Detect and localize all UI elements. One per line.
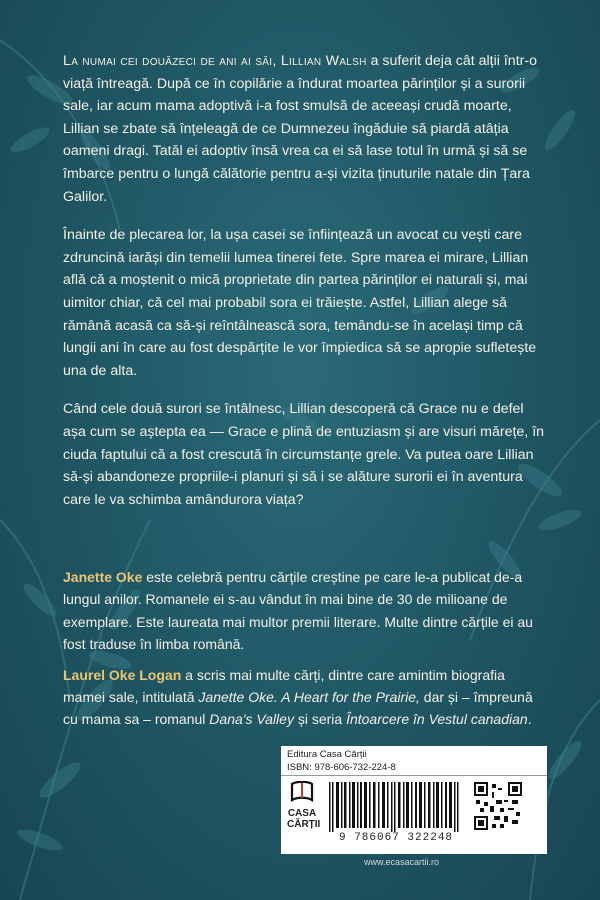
qr-code-icon (474, 782, 522, 830)
author-name-2: Laurel Oke Logan (63, 666, 182, 683)
blurb-section (63, 50, 549, 527)
barcode-icon (325, 782, 467, 832)
divider (281, 775, 547, 776)
publisher-name: Editura Casa Cărții (287, 749, 367, 760)
blurb-paragraph-1-text: a suferit deja cât alții într-o viață întreagă. După ce în copilărie a îndurat moartea părinților și a surorii sale, iar acum mama adoptivă i-a fost smulsă de aceeași crudă moarte, Lillian se zbate să înțeleagă de ce Dumnezeu îngăduie să piardă atâția oameni dragi. Tatăl ei adoptiv însă vrea ca ei să lase totul în urmă și să se îmbarce pentru o lungă călătorie pentru a-și vizita ținuturile natale din Țara Galilor. (63, 53, 537, 205)
publisher-website: www.ecasacartii.ro (364, 857, 440, 867)
author-bio-2 (63, 664, 549, 731)
book-title-danas-valley: Dana's Valley (209, 711, 294, 728)
author-bios (63, 566, 549, 739)
author-bio-2-text-b: dar și – împreună cu mama sa – romanul (63, 689, 533, 728)
logo-text-cartii: CĂRȚII (287, 819, 321, 830)
author-bio-1-text: este celebră pentru cărțile creștine pe care le-a publicat de-a lungul anilor. Romanele ei s-au vândut în mai bine de 30 de milioane de exemplare. Este laureata mai multor premii literare. Multe dintre cărțile ei au fost traduse în limba română. (63, 569, 533, 653)
logo-text-casa: CASA (287, 808, 317, 819)
author-bio-2-text-c: și seria (293, 711, 347, 728)
imprint-box (281, 746, 547, 854)
author-name-1: Janette Oke (63, 569, 143, 585)
blurb-paragraph-1 (63, 50, 549, 208)
author-bio-2-text-d: . (527, 711, 532, 728)
author-bio-1 (63, 566, 549, 656)
publisher-logo (287, 781, 321, 847)
series-title: Întoarcere în Vestul canadian (346, 711, 528, 728)
barcode-number: 9 786067 322248 (339, 832, 454, 844)
blurb-lead-in: La numai cei douăzeci de ani ai săi, Lillian Walsh (63, 53, 367, 69)
logo-mark-icon (289, 781, 315, 803)
author-bio-2-text-a: a scris mai multe cărți, dintre care amintim biografia mamei sale, intitulată (63, 666, 505, 706)
blurb-paragraph-2: Înainte de plecarea lor, la ușa casei se înființează un avocat cu vești care zdruncină iarăși din temelii lumea tinerei fete. Spre marea ei mirare, Lillian află că a moștenit o mică proprietate din partea părinților ei naturali și, mai uimitor chiar, că cel mai probabil sora ei trăiește. Astfel, Lillian alege să rămână acasă ca să-și reîntâlnească sora, temându-se în același timp că lungii ani în care au fost despărțite le vor împiedica să se apropie sufletește una de alta. (63, 227, 537, 379)
blurb-paragraph-3: Când cele două surori se întâlnesc, Lillian descoperă că Grace nu e defel așa cum se aștepta ea — Grace e plină de entuziasm și are visuri mărețe, în ciuda faptului că a fost crescută în circumstanțe grele. Va putea oare Lillian să-și abandoneze propriile-i planuri și să i se alăture surorii ei în aventura care le va schimba amândurora viața? (63, 401, 545, 508)
book-title-heart-prairie: Janette Oke. A Heart for the Prairie, (198, 689, 420, 706)
isbn-text: ISBN: 978-606-732-224-8 (287, 762, 396, 773)
